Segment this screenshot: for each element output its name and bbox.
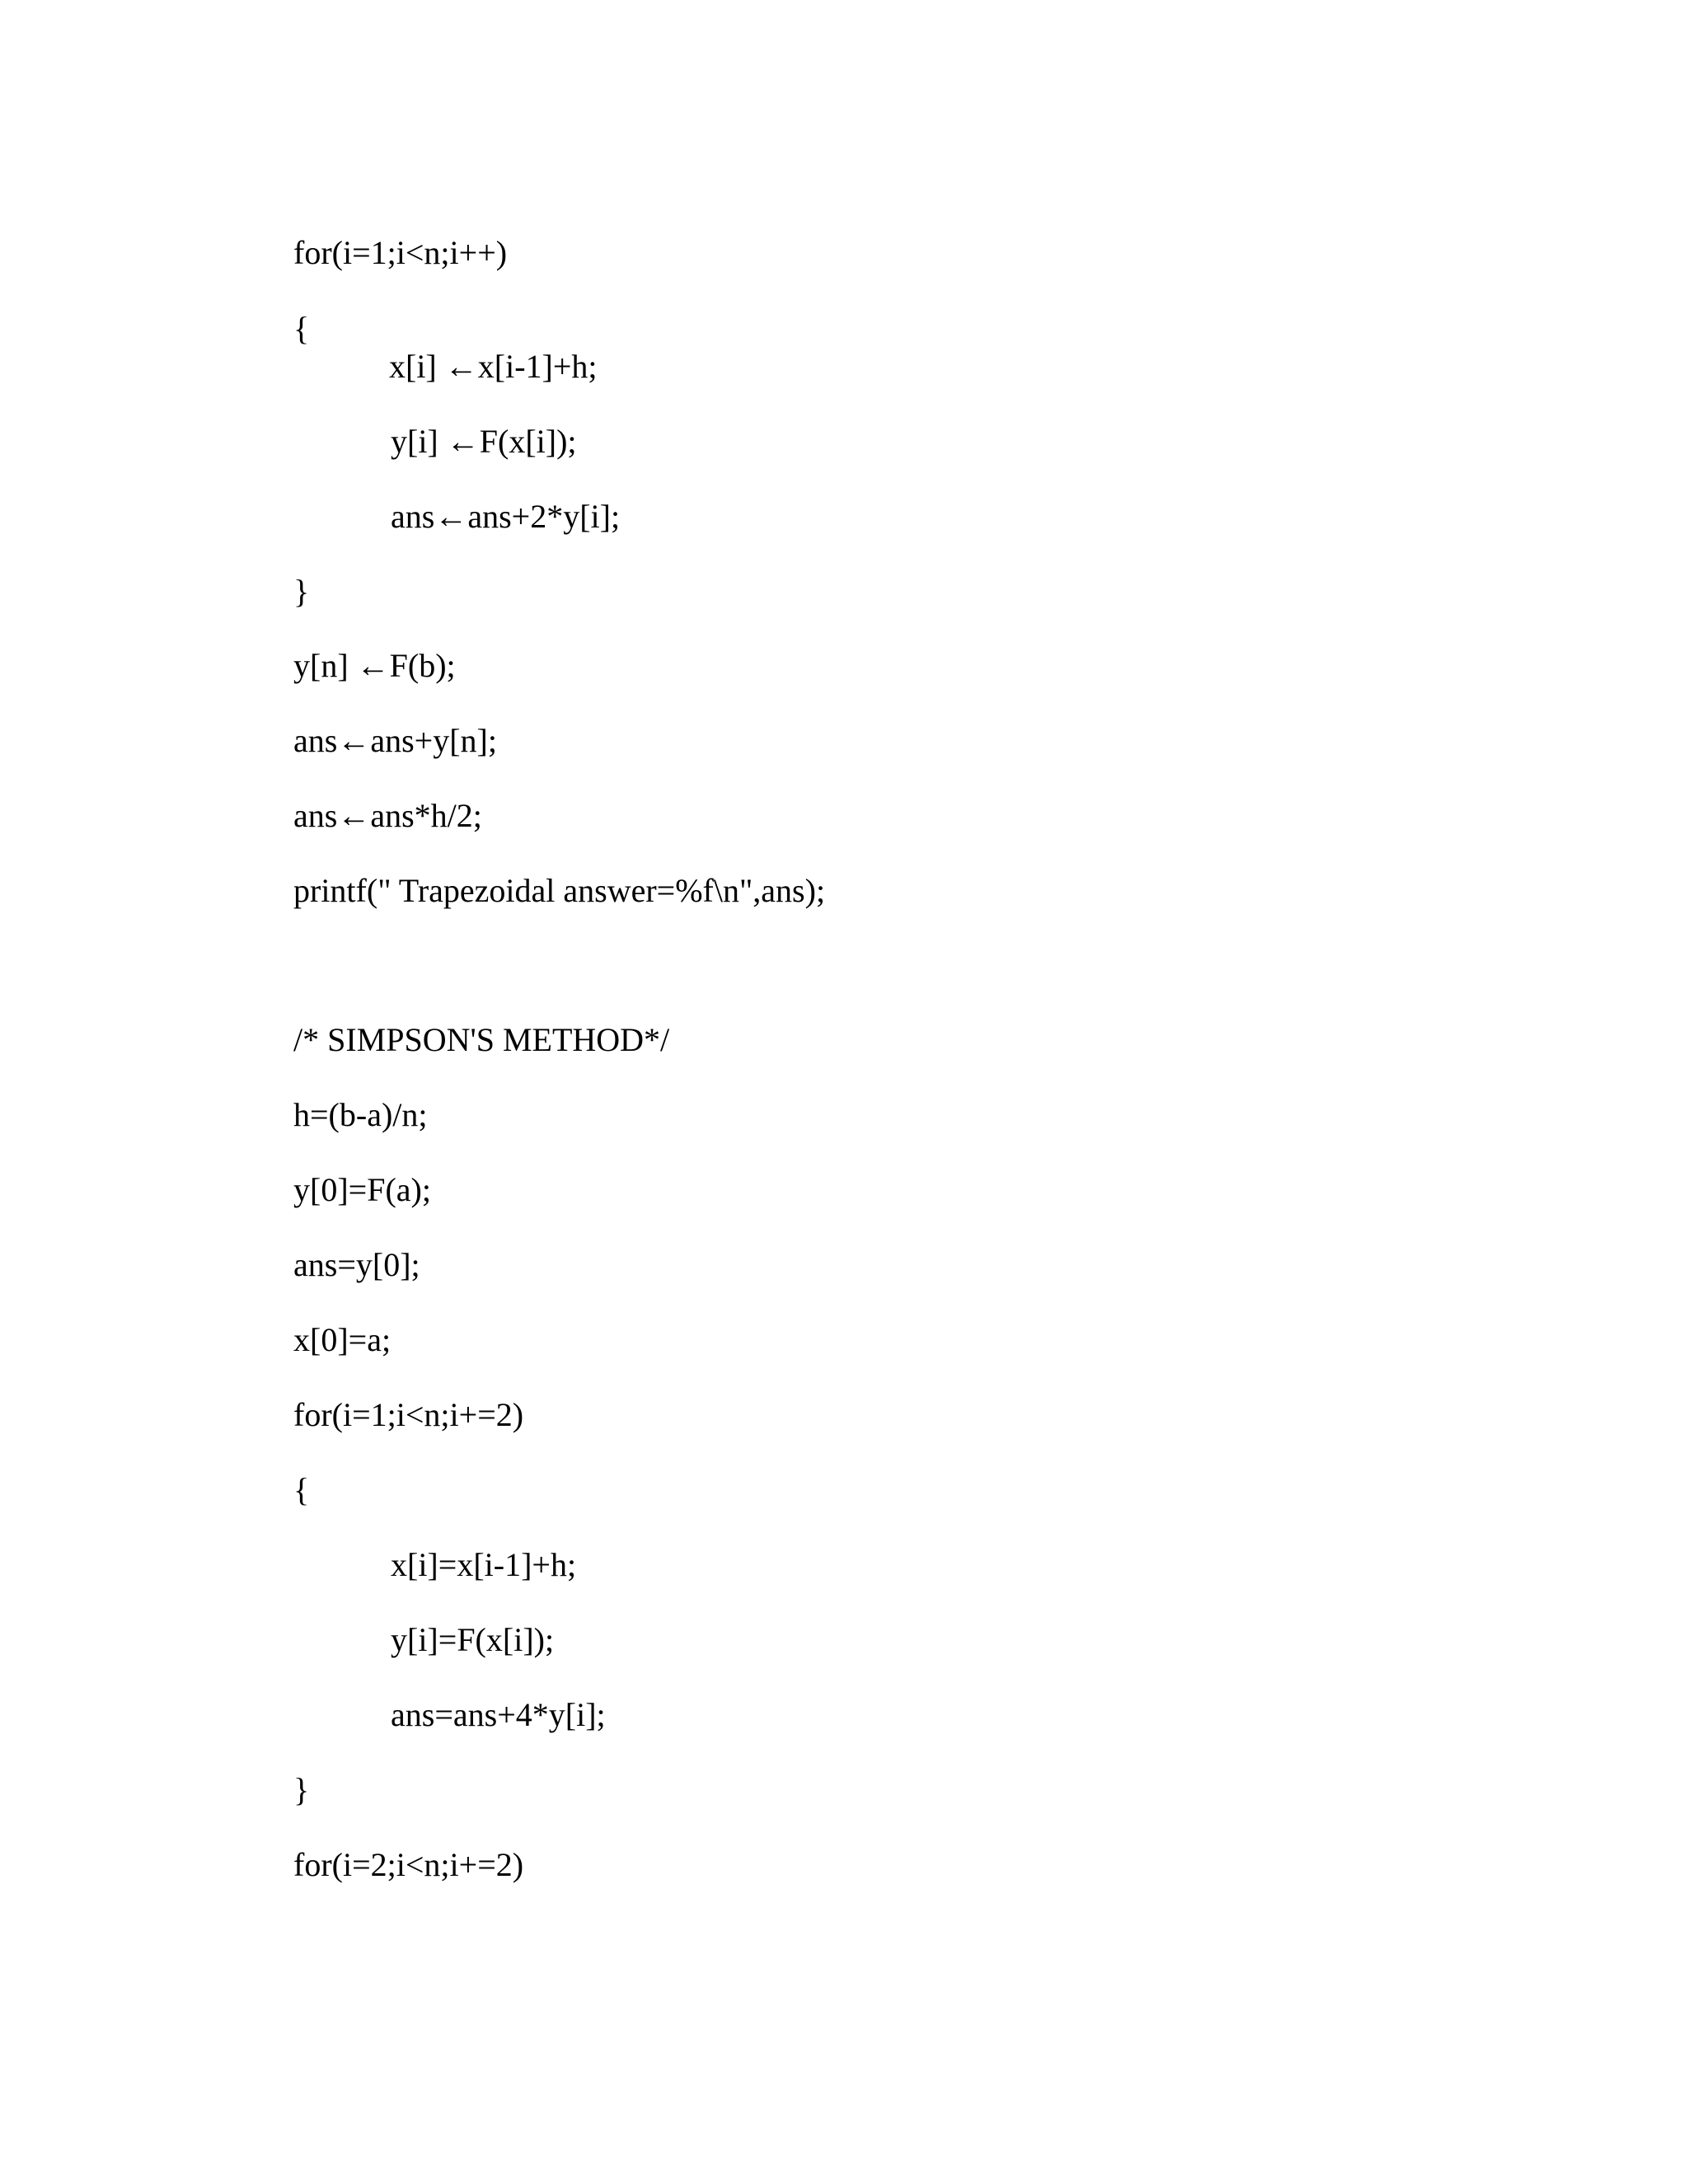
code-line-y-n-assign: y[n] ←F(b); (293, 647, 456, 684)
code-line-ans-multiply: ans←ans*h/2; (293, 797, 482, 834)
code-line-for-loop-odd: for(i=1;i<n;i+=2) (293, 1396, 524, 1433)
code-line-ans-accumulate-simpson: ans=ans+4*y[i]; (391, 1696, 606, 1733)
code-line-y-assign: y[i] ←F(x[i]); (391, 423, 577, 460)
code-line-open-brace: { (293, 310, 310, 347)
code-line-h-assign: h=(b-a)/n; (293, 1096, 428, 1133)
code-line-close-brace-simpson: } (293, 1771, 310, 1808)
code-line-ans-add-yn: ans←ans+y[n]; (293, 722, 497, 759)
code-line-for-loop-even: for(i=2;i<n;i+=2) (293, 1846, 524, 1883)
code-line-ans-init: ans=y[0]; (293, 1246, 420, 1283)
code-line-x0-assign: x[0]=a; (293, 1321, 392, 1358)
code-line-x-assign: x[i] ←x[i-1]+h; (389, 348, 598, 385)
code-line-open-brace-simpson: { (293, 1471, 310, 1508)
code-line-y-assign-simpson: y[i]=F(x[i]); (391, 1621, 555, 1658)
code-line-ans-accumulate: ans←ans+2*y[i]; (391, 498, 621, 535)
code-line-for-loop-trapezoidal: for(i=1;i<n;i++) (293, 234, 508, 271)
code-line-y0-assign: y[0]=F(a); (293, 1171, 431, 1208)
code-comment-simpsons-method: /* SIMPSON'S METHOD*/ (293, 1021, 670, 1058)
code-line-close-brace: } (293, 573, 310, 610)
code-line-x-assign-simpson: x[i]=x[i-1]+h; (391, 1546, 577, 1583)
code-line-printf-trapezoidal: printf(" Trapezoidal answer=%f\n",ans); (293, 872, 826, 909)
